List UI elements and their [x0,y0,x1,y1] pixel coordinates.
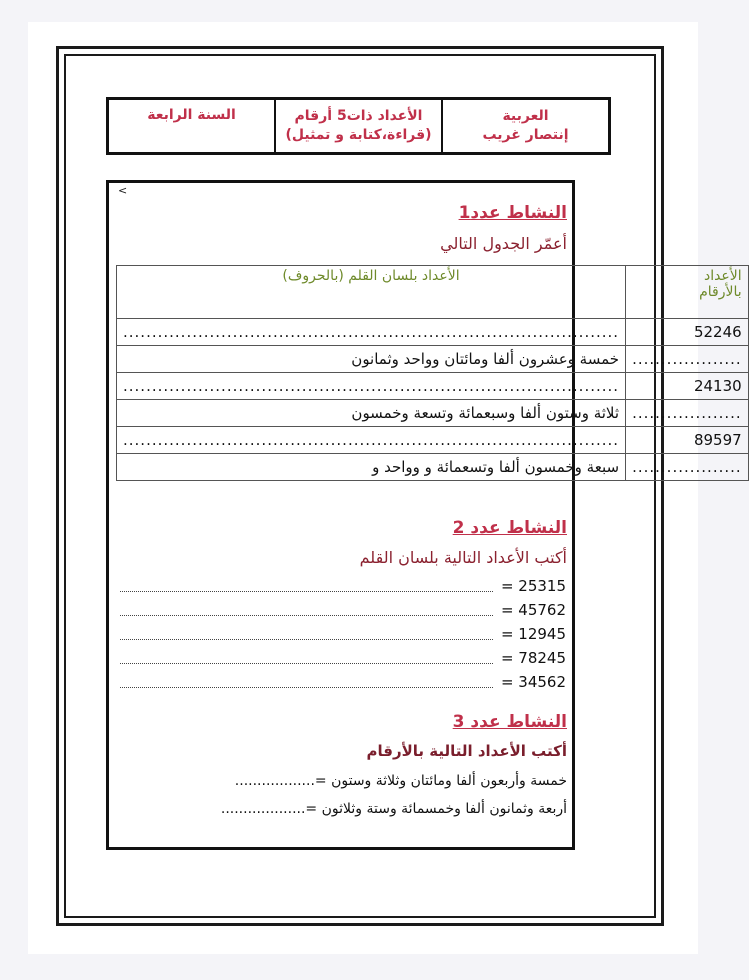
table-row [117,373,749,400]
row5-words[interactable]: ...................................................................................... [117,427,626,454]
activity2-item[interactable] [120,576,566,596]
col-words-header: الأعداد بلسان القلم (بالحروف) [117,266,626,319]
row1-words[interactable]: ...................................................................................... [117,319,626,346]
col-digits-line1: الأعداد [703,268,742,284]
activity1-table [116,265,749,481]
answer-line[interactable] [120,653,493,664]
activity2-item[interactable] [120,600,566,620]
table-header-row [117,266,749,319]
answer-line[interactable] [120,629,493,640]
activity1-title: النشاط عدد1 [458,203,567,223]
activity3-item[interactable]: خمسة وأربعون ألفا ومائتان وثلاثة وستون =.................. [234,773,567,789]
row2-words: خمسة وعشرون ألفا ومائتان وواحد وثمانون [117,346,626,373]
header-subject: العربية [502,108,549,124]
activity2-number: 45762 = [500,601,566,619]
activity2-number: 78245 = [500,649,566,667]
activity2-number: 12945 = [500,625,566,643]
row4-digits[interactable]: ................... [626,400,749,427]
activity3-title: النشاط عدد 3 [452,712,567,732]
table-row [117,454,749,481]
row4-words: ثلاثة وستون ألفا وسبعمائة وتسعة وخمسون [117,400,626,427]
activity2-item[interactable] [120,648,566,668]
activity3-item[interactable]: أربعة وثمانون ألفا وخمسمائة وستة وثلاثون =................... [220,801,567,817]
activity2-instruction: أكتب الأعداد التالية بلسان القلم [359,548,567,567]
table-row [117,319,749,346]
activity2-item[interactable] [120,624,566,644]
col-digits-line2: بالأرقام [699,284,742,300]
row6-digits[interactable]: ................... [626,454,749,481]
activity1-instruction: أعمّر الجدول التالي [440,234,567,253]
activity2-number: 34562 = [500,673,566,691]
caret-mark: < [118,184,128,197]
header-topic-cell [274,100,443,152]
header-grade: السنة الرابعة [147,107,236,123]
row5-digits[interactable]: 89597 [626,427,749,454]
table-row [117,427,749,454]
table-row [117,400,749,427]
answer-line[interactable] [120,605,493,616]
header-teacher: إنتصار غريب [482,127,569,143]
row1-digits[interactable]: 52246 [626,319,749,346]
row3-words[interactable]: ...................................................................................... [117,373,626,400]
row3-digits[interactable]: 24130 [626,373,749,400]
answer-line[interactable] [120,677,493,688]
header-box [106,97,611,155]
activity2-number: 25315 = [500,577,566,595]
row6-words: سبعة وخمسون ألفا وتسعمائة و وواحد و [117,454,626,481]
table-row [117,346,749,373]
col-digits-header [626,266,749,319]
activity2-item[interactable] [120,672,566,692]
header-topic-line2: (قراءة،كتابة و تمثيل) [285,127,432,143]
header-topic-line1: الأعداد ذات5 أرقام [294,108,423,124]
header-subject-cell [443,100,608,152]
row2-digits[interactable]: ................... [626,346,749,373]
answer-line[interactable] [120,581,493,592]
activity3-instruction: أكتب الأعداد التالية بالأرقام [366,742,567,760]
activity2-title: النشاط عدد 2 [452,518,567,538]
header-grade-cell [109,100,274,152]
